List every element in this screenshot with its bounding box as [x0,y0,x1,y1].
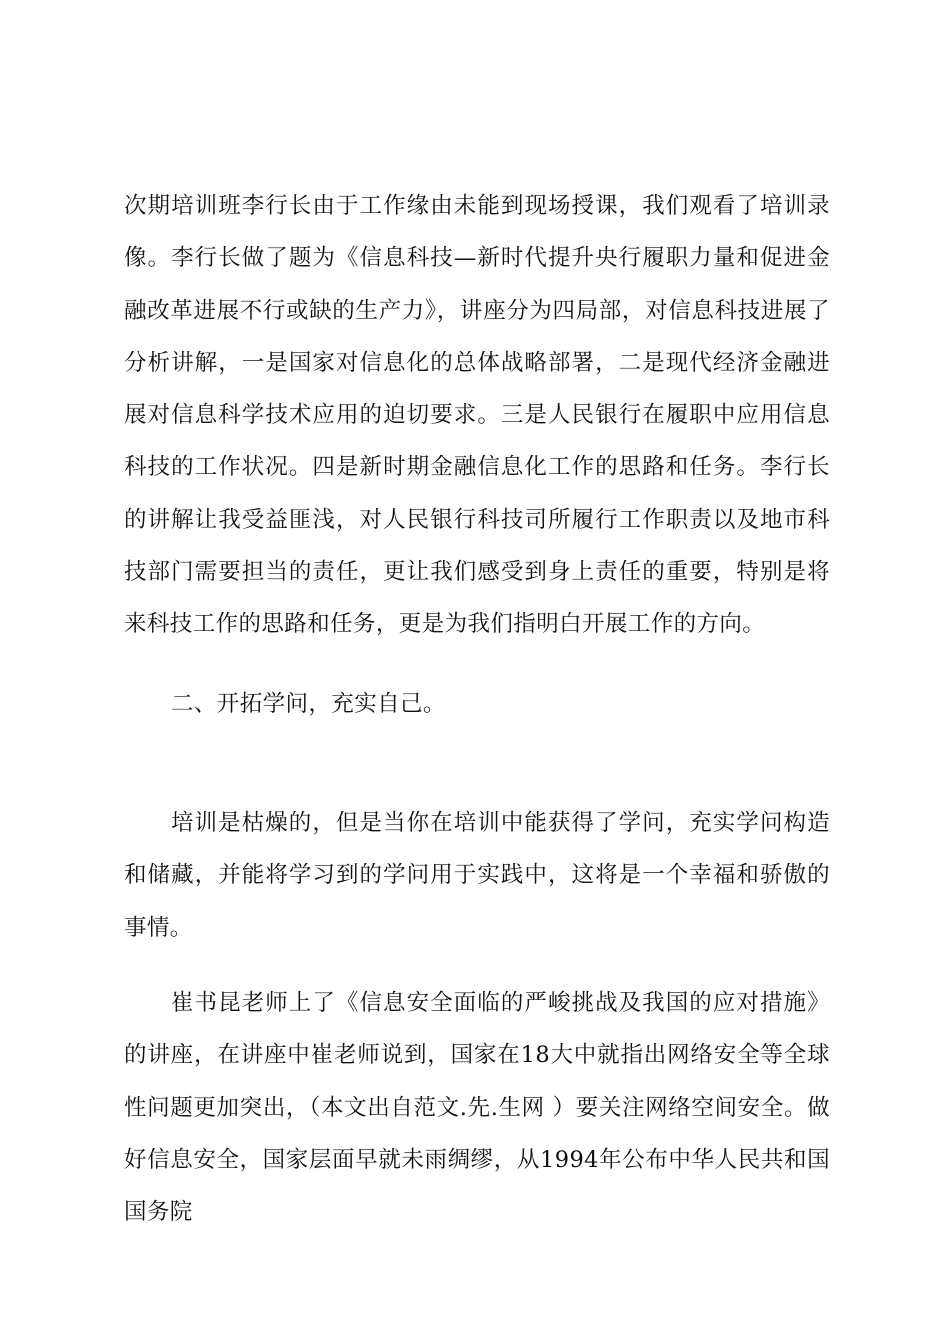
body-paragraph-3: 崔书昆老师上了《信息安全面临的严峻挑战及我国的应对措施》的讲座，在讲座中崔老师说到，国家在18大中就指出网络安全等全球性问题更加突出，（本文出自范文.先.生网 ）要关注网络空间安全。做好信息安全，国家层面早就未雨绸缪，从1994年公布中华人民共和国国务院 [124,990,830,1226]
body-paragraph-1: 次期培训班李行长由于工作缘由未能到现场授课，我们观看了培训录像。李行长做了题为《信息科技—新时代提升央行履职力量和促进金融改革进展不行或缺的生产力》，讲座分为四局部，对信息科技进展了分析讲解，一是国家对信息化的总体战略部署，二是现代经济金融进展对信息科学技术应用的迫切要求。三是人民银行在履职中应用信息科技的工作状况。四是新时期金融信息化工作的思路和任务。李行长的讲解让我受益匪浅，对人民银行科技司所履行工作职责以及地市科技部门需要担当的责任，更让我们感受到身上责任的重要，特别是将来科技工作的思路和任务，更是为我们指明白开展工作的方向。 [124,193,830,638]
body-paragraph-2: 培训是枯燥的，但是当你在培训中能获得了学问，充实学问构造和储藏，并能将学习到的学问用于实践中，这将是一个幸福和骄傲的事情。 [124,810,830,941]
section-heading-2: 二、开拓学问，充实自己。 [171,691,446,717]
